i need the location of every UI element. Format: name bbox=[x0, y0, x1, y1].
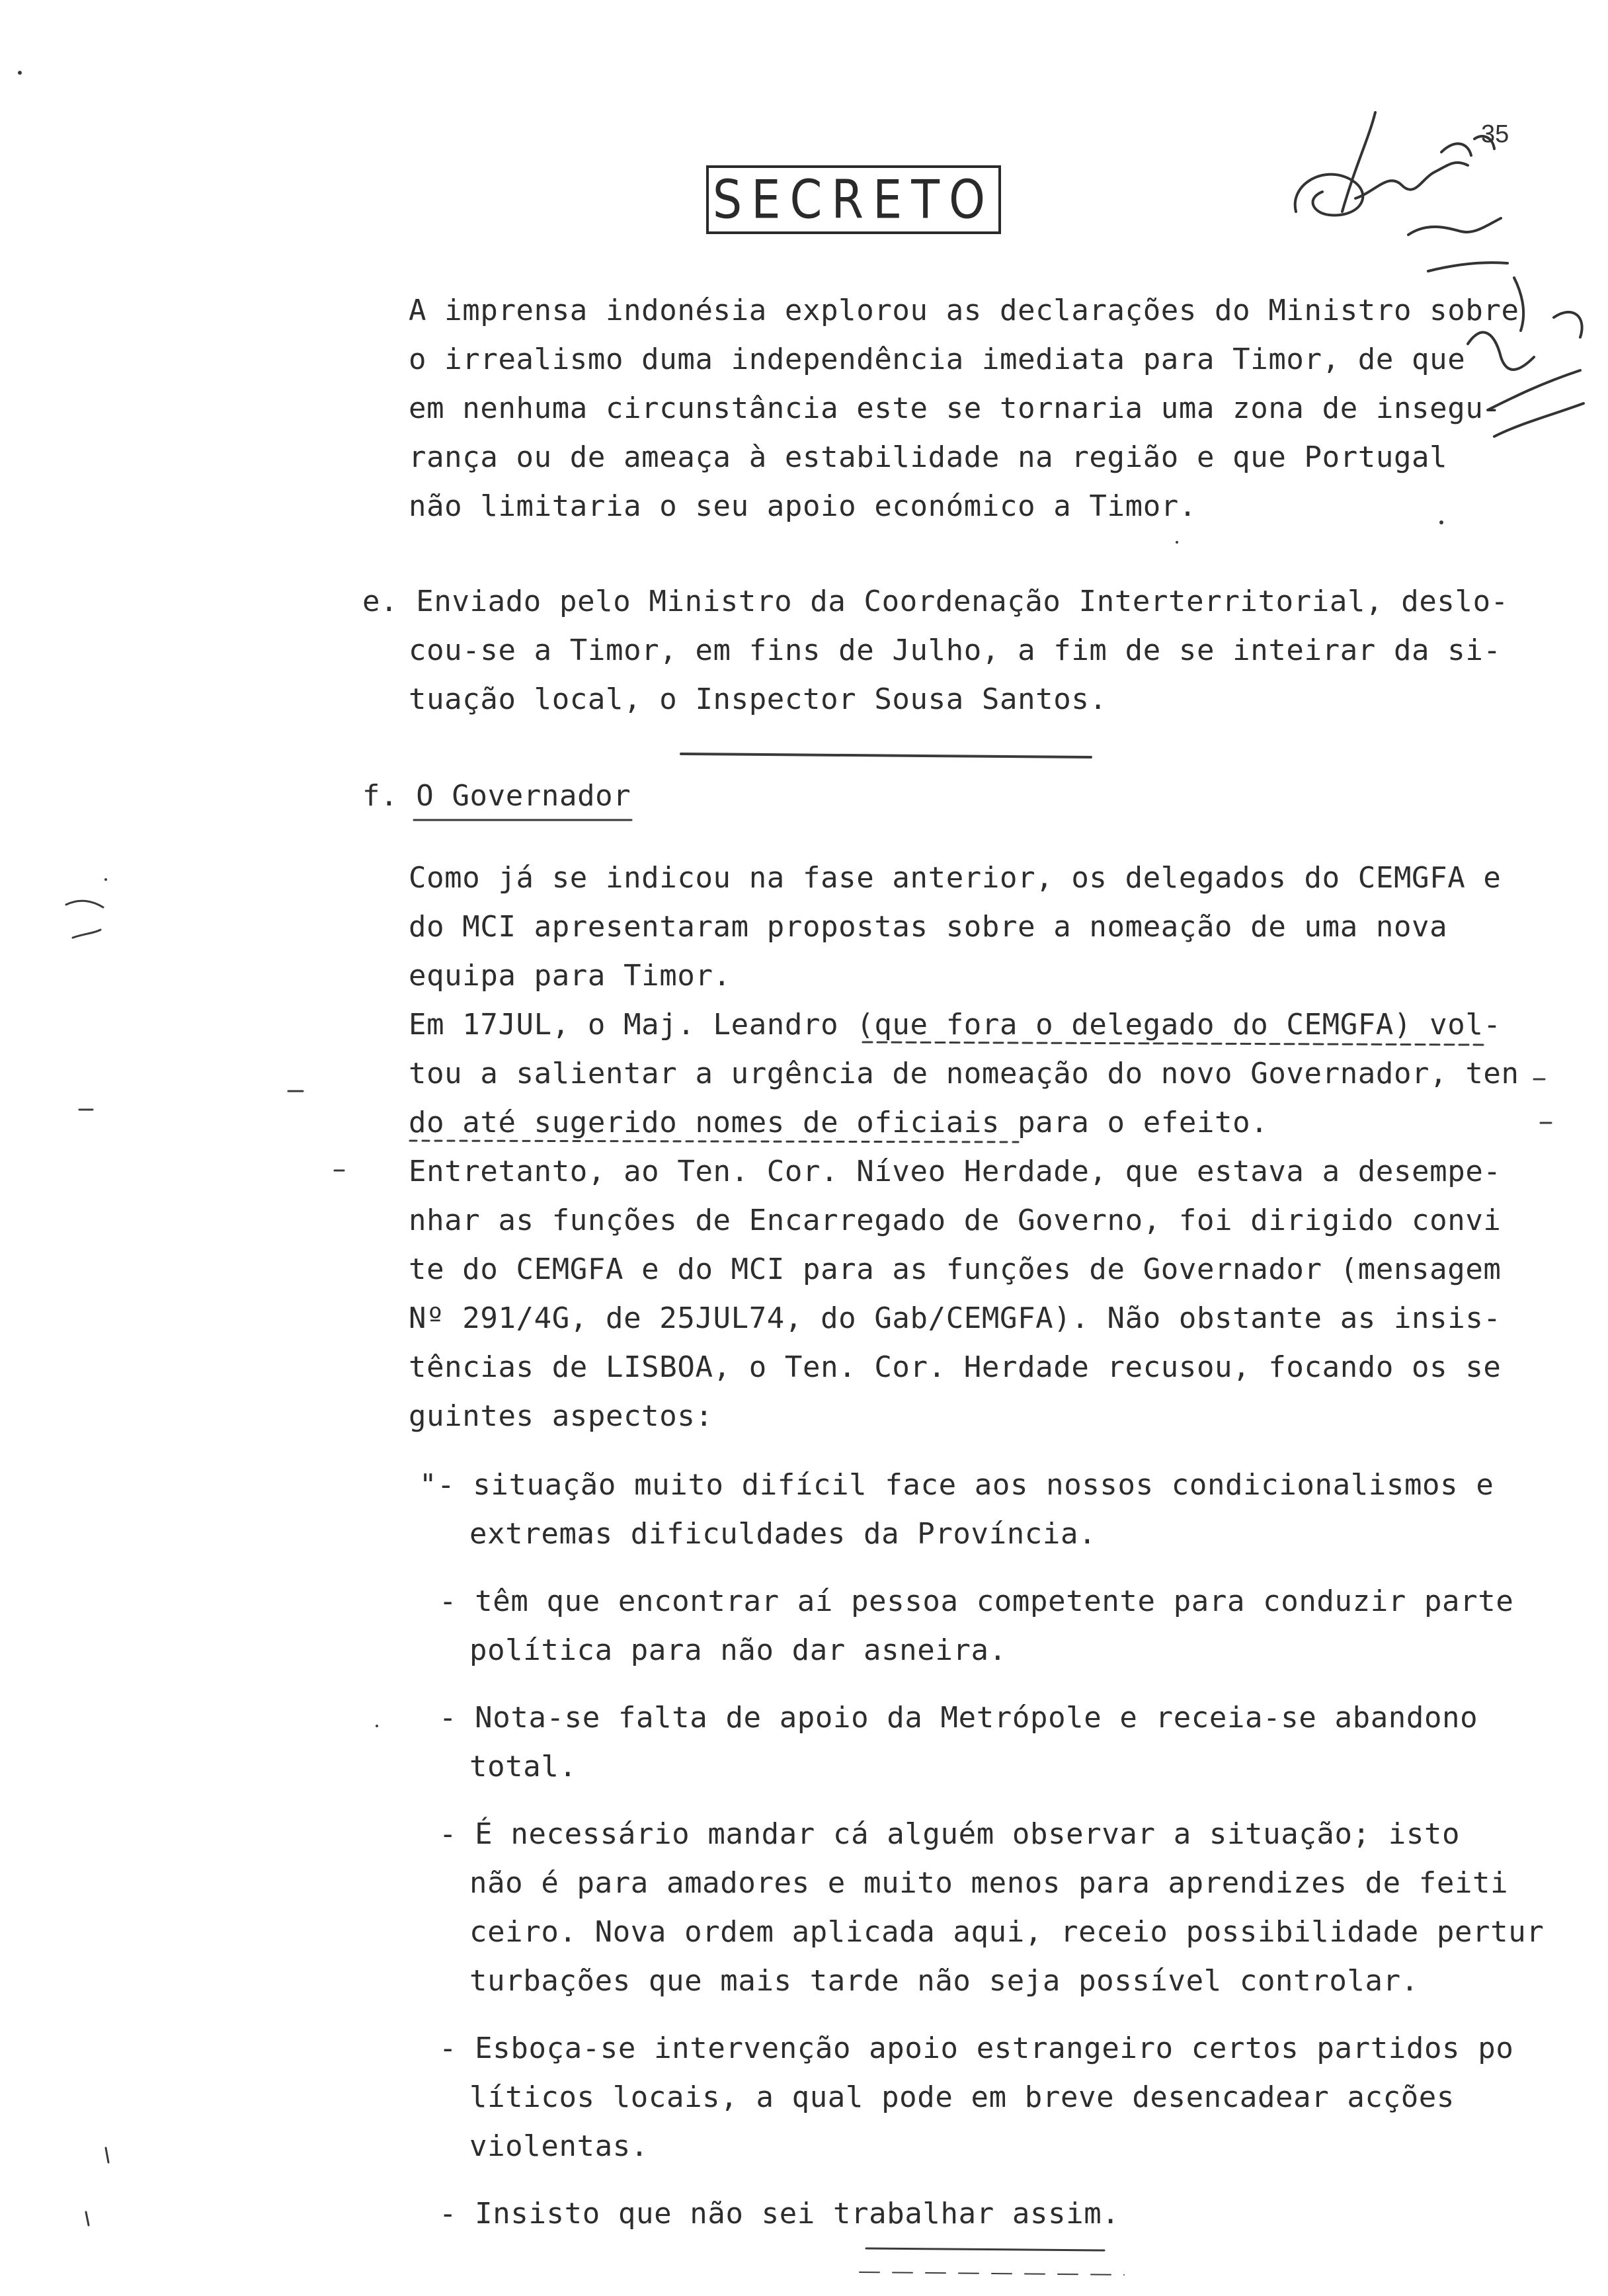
section-f-line-11: tências de LISBOA, o Ten. Cor. Herdade recusou, focando os se bbox=[409, 1350, 1502, 1384]
quote-item-5-line-1: - Esboça-se intervenção apoio estrangeiro certos partidos po bbox=[439, 2031, 1514, 2065]
section-e-line-3: tuação local, o Inspector Sousa Santos. bbox=[409, 682, 1107, 716]
body-line-4: rança ou de ameaça à estabilidade na região e que Portugal bbox=[409, 440, 1448, 474]
body-line-5: não limitaria o seu apoio económico a Timor. bbox=[409, 489, 1197, 523]
section-f-heading: f. O Governador bbox=[362, 779, 631, 813]
quote-item-3-line-2: total. bbox=[469, 1750, 577, 1784]
quote-item-4-line-3: ceiro. Nova ordem aplicada aqui, receio possibilidade pertur bbox=[469, 1915, 1545, 1949]
section-e-line-2: cou-se a Timor, em fins de Julho, a fim de se inteirar da si- bbox=[409, 634, 1502, 667]
section-f-line-7: Entretanto, ao Ten. Cor. Níveo Herdade, que estava a desempe- bbox=[409, 1155, 1502, 1188]
section-f-line-12: guintes aspectos: bbox=[409, 1399, 713, 1433]
section-f-line-8: nhar as funções de Encarregado de Governo, foi dirigido convi bbox=[409, 1204, 1502, 1237]
section-f-line-3: equipa para Timor. bbox=[409, 959, 731, 993]
annotation-number: 35 bbox=[1481, 120, 1509, 148]
section-f-line-10: Nº 291/4G, de 25JUL74, do Gab/CEMGFA). Não obstante as insis- bbox=[409, 1301, 1502, 1335]
section-e-line-1: e. Enviado pelo Ministro da Coordenação Interterritorial, deslo- bbox=[362, 585, 1509, 618]
quote-item-6-line-1: - Insisto que não sei trabalhar assim. bbox=[439, 2197, 1120, 2231]
section-f-line-6: do até sugerido nomes de oficiais para o efeito. bbox=[409, 1106, 1269, 1139]
quote-item-5-line-3: violentas. bbox=[469, 2129, 649, 2163]
quote-item-1-line-2: extremas dificuldades da Província. bbox=[469, 1517, 1097, 1551]
classification-stamp: SECRETO bbox=[706, 165, 1001, 234]
quote-item-4-line-2: não é para amadores e muito menos para aprendizes de feiti bbox=[469, 1866, 1509, 1900]
section-f-line-1: Como já se indicou na fase anterior, os delegados do CEMGFA e bbox=[409, 861, 1502, 895]
quote-item-3-line-1: - Nota-se falta de apoio da Metrópole e receia-se abandono bbox=[439, 1701, 1478, 1735]
quote-item-1-line-1: "- situação muito difícil face aos nossos condicionalismos e bbox=[419, 1468, 1494, 1502]
quote-item-5-line-2: líticos locais, a qual pode em breve desencadear acções bbox=[469, 2080, 1455, 2114]
quote-item-2-line-2: política para não dar asneira. bbox=[469, 1633, 1007, 1667]
quote-item-2-line-1: - têm que encontrar aí pessoa competente para conduzir parte bbox=[439, 1584, 1514, 1618]
body-line-1: A imprensa indonésia explorou as declarações do Ministro sobre bbox=[409, 294, 1519, 327]
body-line-2: o irrealismo duma independência imediata para Timor, de que bbox=[409, 343, 1466, 376]
section-f-line-5: tou a salientar a urgência de nomeação do novo Governador, ten bbox=[409, 1057, 1519, 1090]
quote-item-4-line-4: turbações que mais tarde não seja possível controlar. bbox=[469, 1964, 1419, 1998]
section-f-line-4: Em 17JUL, o Maj. Leandro (que fora o delegado do CEMGFA) vol- bbox=[409, 1008, 1502, 1042]
quote-item-4-line-1: - É necessário mandar cá alguém observar a situação; isto bbox=[439, 1817, 1461, 1851]
section-f-line-9: te do CEMGFA e do MCI para as funções de Governador (mensagem bbox=[409, 1252, 1502, 1286]
body-line-3: em nenhuma circunstância este se tornaria uma zona de insegu- bbox=[409, 391, 1502, 425]
section-f-line-2: do MCI apresentaram propostas sobre a nomeação de uma nova bbox=[409, 910, 1448, 944]
